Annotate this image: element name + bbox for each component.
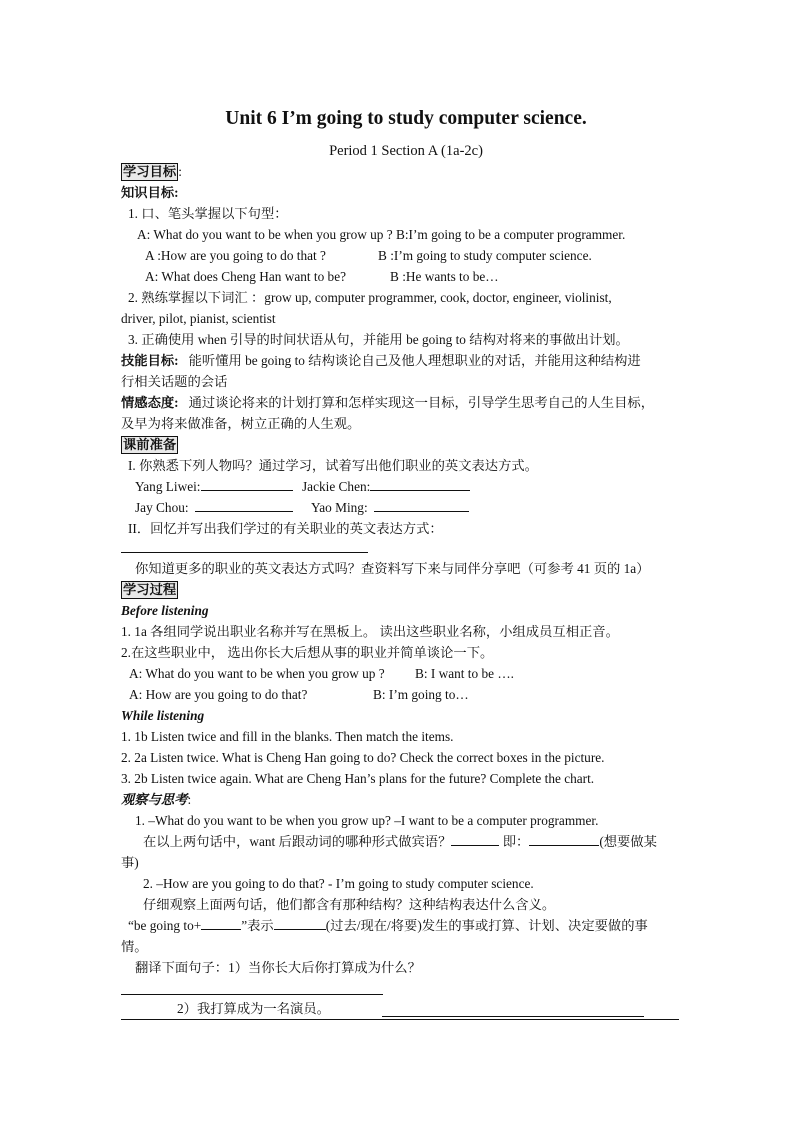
prep-heading-line — [121, 436, 178, 454]
answer-blank[interactable] — [370, 478, 470, 491]
answer-blank[interactable] — [374, 499, 469, 512]
knowledge-heading: 知识目标: — [121, 185, 179, 200]
while-item-1: 1. 1b Listen twice and fill in the blanks. Then match the items. — [121, 729, 454, 744]
name-label: Jay Chou: — [135, 500, 189, 515]
attitude-goal-cont: 及早为将来做准备，树立正确的人生观。 — [121, 416, 361, 431]
objectives-heading: 学习目标 — [123, 164, 177, 179]
name-jay-chou — [135, 499, 293, 517]
observe-item-2: 2. –How are you going to do that? - I’m going to study computer science. — [143, 876, 534, 891]
answer-line[interactable] — [121, 994, 383, 995]
process-heading-line — [121, 581, 178, 599]
sentence-3a: A: What does Cheng Han want to be? — [145, 269, 347, 284]
prep-question-2: II．回忆并写出我们学过的有关职业的英文表达方式： — [128, 521, 443, 536]
observe-question-1-note: (想要做某 — [599, 834, 657, 849]
observe-question-3-c: (过去/现在/将要)发生的事或打算、计划、决定要做的事 — [325, 918, 648, 933]
observe-item-1: 1. –What do you want to be when you grow up? –I want to be a computer programmer. — [135, 813, 599, 828]
attitude-goal-label: 情感态度: — [121, 395, 179, 410]
sentence-2b: B :I’m going to study computer science. — [378, 248, 592, 263]
while-item-2: 2. 2a Listen twice. What is Cheng Han going to do? Check the correct boxes in the picture. — [121, 750, 605, 765]
objectives-heading-colon: : — [178, 164, 182, 179]
sentence-2a: A :How are you going to do that ? — [145, 248, 326, 263]
knowledge-item-3: 3. 正确使用 when 引导的时间状语从句，并能用 be going to 结构对将来的事做出计划。 — [128, 332, 629, 347]
process-heading: 学习过程 — [123, 582, 177, 597]
skill-goal-label: 技能目标: — [121, 353, 179, 368]
observe-heading-line — [121, 791, 191, 809]
name-label: Jackie Chen: — [302, 479, 371, 494]
answer-blank[interactable] — [201, 478, 293, 491]
name-label: Yang Liwei: — [135, 479, 201, 494]
name-jackie-chen — [302, 478, 470, 496]
observe-question-3-cont: 情。 — [121, 939, 148, 954]
answer-line[interactable] — [382, 1016, 644, 1017]
while-item-3: 3. 2b Listen twice again. What are Cheng Han’s plans for the future? Complete the chart. — [121, 771, 595, 786]
answer-blank[interactable] — [529, 833, 599, 846]
observe-question-1-text: 在以上两句话中，want 后跟动词的哪种形式做宾语？ — [143, 834, 452, 849]
skill-goal — [121, 352, 641, 370]
translate-instruction: 翻译下面句子：1）当你长大后你打算成为什么？ — [135, 960, 421, 975]
dialog-2b: B: I’m going to… — [373, 687, 469, 702]
prep-question-1: I. 你熟悉下列人物吗？通过学习，试着写出他们职业的英文表达方式。 — [128, 458, 538, 473]
answer-blank[interactable] — [195, 499, 293, 512]
observe-question-3-a: “be going to+ — [128, 918, 202, 933]
observe-question-1-jiji: 即： — [502, 834, 530, 849]
name-yang-liwei — [135, 478, 293, 496]
before-item-1: 1. 1a 各组同学说出职业名称并写在黑板上。 读出这些职业名称，小组成员互相正音。 — [121, 624, 619, 639]
observe-question-1-cont: 事) — [121, 855, 139, 870]
skill-goal-text: 能听懂用 be going to 结构谈论自己及他人理想职业的对话，并能用这种结构进 — [188, 353, 641, 368]
dialog-2a: A: How are you going to do that? — [129, 687, 308, 702]
answer-blank[interactable] — [201, 917, 241, 930]
observe-question-2: 仔细观察上面两句话，他们都含有那种结构？这种结构表达什么含义。 — [143, 897, 556, 912]
while-listening-heading: While listening — [121, 708, 205, 723]
period-subtitle: Period 1 Section A (1a-2c) — [329, 143, 483, 159]
answer-blank[interactable] — [274, 917, 326, 930]
prep-question-3: 你知道更多的职业的英文表达方式吗？查资料写下来与同伴分享吧（可参考 41 页的 1a） — [135, 561, 650, 576]
prep-heading: 课前准备 — [123, 437, 177, 452]
objectives-heading-line — [121, 163, 182, 181]
sentence-1: A: What do you want to be when you grow up ? B:I’m going to be a computer programmer. — [137, 227, 626, 242]
page-title: Unit 6 I’m going to study computer science. — [225, 108, 587, 129]
knowledge-item-2-cont: driver, pilot, pianist, scientist — [121, 311, 276, 326]
before-listening-heading: Before listening — [121, 603, 209, 618]
translate-item-2: 2）我打算成为一名演员。 — [177, 1001, 330, 1016]
skill-goal-cont: 行相关话题的会话 — [121, 374, 228, 389]
attitude-goal-text: 通过谈论将来的计划打算和怎样实现这一目标，引导学生思考自己的人生目标， — [188, 395, 654, 410]
answer-line[interactable] — [121, 552, 368, 553]
observe-question-3 — [128, 917, 648, 935]
observe-heading: 观察与思考 — [121, 792, 188, 807]
knowledge-item-2: 2. 熟练掌握以下词汇 ：grow up, computer programmer, cook, doctor, engineer, violinist, — [128, 290, 612, 305]
before-item-2: 2.在这些职业中， 选出你长大后想从事的职业并简单谈论一下。 — [121, 645, 494, 660]
name-yao-ming — [311, 499, 469, 517]
name-label: Yao Ming: — [311, 500, 368, 515]
dialog-1a: A: What do you want to be when you grow up ? — [129, 666, 385, 681]
attitude-goal — [121, 394, 654, 412]
observe-heading-colon: : — [187, 792, 192, 807]
answer-blank[interactable] — [451, 833, 499, 846]
observe-question-3-b: ”表示 — [241, 918, 274, 933]
dialog-1b: B: I want to be …. — [415, 666, 514, 681]
observe-question-1 — [143, 833, 657, 851]
knowledge-item-1: 1. 口、笔头掌握以下句型： — [128, 206, 288, 221]
bottom-rule — [121, 1019, 679, 1020]
sentence-3b: B :He wants to be… — [390, 269, 499, 284]
